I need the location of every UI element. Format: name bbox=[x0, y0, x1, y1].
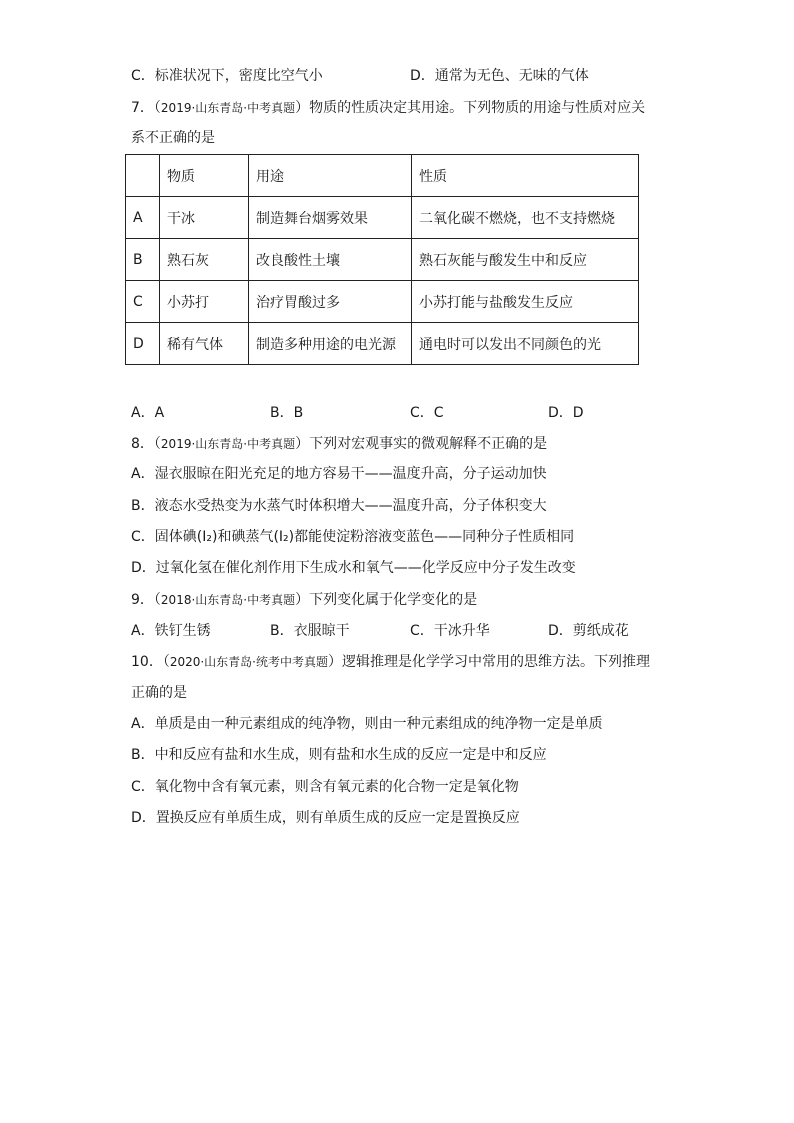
q9-number: 9．（ bbox=[131, 592, 161, 608]
table-cell: 熟石灰能与酸发生中和反应 bbox=[412, 239, 639, 281]
table-row bbox=[126, 239, 639, 281]
q8-option-a: A．湿衣服晾在阳光充足的地方容易干——温度升高，分子运动加快 bbox=[131, 466, 547, 482]
q8-option-c: C．固体碘(I₂)和碘蒸气(I₂)都能使淀粉溶液变蓝色——同种分子性质相同 bbox=[131, 529, 575, 545]
table-header-cell: 性质 bbox=[412, 155, 639, 197]
table-header-cell bbox=[126, 155, 160, 197]
q7-option-c: C．C bbox=[410, 405, 444, 421]
q10-stem-line2: 正确的是 bbox=[131, 685, 187, 701]
q7-table bbox=[125, 154, 639, 365]
q9-stem bbox=[131, 590, 477, 610]
q7-stem-text: ）物质的性质决定其用途。下列物质的用途与性质对应关 bbox=[295, 100, 646, 116]
q8-source: 2019·山东青岛·中考真题 bbox=[160, 437, 296, 451]
q10-option-b: B．中和反应有盐和水生成，则有盐和水生成的反应一定是中和反应 bbox=[131, 747, 547, 763]
table-cell: 二氧化碳不燃烧，也不支持燃烧 bbox=[412, 197, 639, 239]
q10-number: 10．（ bbox=[131, 654, 170, 670]
table-cell: 熟石灰 bbox=[160, 239, 249, 281]
table-cell: 通电时可以发出不同颜色的光 bbox=[412, 323, 639, 365]
table-cell: 稀有气体 bbox=[160, 323, 249, 365]
table-cell: 小苏打 bbox=[160, 281, 249, 323]
q9-option-d: D．剪纸成花 bbox=[548, 623, 629, 639]
prev-option-d: D．通常为无色、无味的气体 bbox=[410, 68, 589, 84]
q10-option-c: C．氧化物中含有氧元素，则含有氧元素的化合物一定是氧化物 bbox=[131, 779, 519, 795]
table-cell: 制造多种用途的电光源 bbox=[249, 323, 412, 365]
q10-stem bbox=[131, 652, 650, 672]
table-header-cell: 用途 bbox=[249, 155, 412, 197]
prev-option-c: C．标准状况下，密度比空气小 bbox=[131, 68, 323, 84]
table-cell: 改良酸性土壤 bbox=[249, 239, 412, 281]
q8-number: 8．（ bbox=[131, 436, 161, 452]
table-row bbox=[126, 281, 639, 323]
q8-stem bbox=[131, 434, 547, 454]
table-cell: D bbox=[126, 323, 160, 365]
table-row bbox=[126, 197, 639, 239]
table-cell: C bbox=[126, 281, 160, 323]
q9-option-a: A．铁钉生锈 bbox=[131, 623, 211, 639]
table-cell: B bbox=[126, 239, 160, 281]
q9-option-c: C．干冰升华 bbox=[410, 623, 490, 639]
q7-stem bbox=[131, 98, 645, 118]
table-cell: 治疗胃酸过多 bbox=[249, 281, 412, 323]
table-cell: 干冰 bbox=[160, 197, 249, 239]
q10-source: 2020·山东青岛·统考中考真题 bbox=[169, 655, 328, 669]
q7-option-b: B．B bbox=[270, 405, 304, 421]
table-header-row bbox=[126, 155, 639, 197]
q7-option-a: A．A bbox=[131, 405, 165, 421]
q7-source: 2019·山东青岛·中考真题 bbox=[160, 101, 296, 115]
q7-option-d: D．D bbox=[548, 405, 584, 421]
q7-number: 7．（ bbox=[131, 100, 161, 116]
q10-option-d: D．置换反应有单质生成，则有单质生成的反应一定是置换反应 bbox=[131, 810, 520, 826]
q8-stem-text: ）下列对宏观事实的微观解释不正确的是 bbox=[295, 436, 548, 452]
table-cell: A bbox=[126, 197, 160, 239]
q10-stem-text: ）逻辑推理是化学学习中常用的思维方法。下列推理 bbox=[328, 654, 650, 670]
table-header-cell: 物质 bbox=[160, 155, 249, 197]
table-cell: 制造舞台烟雾效果 bbox=[249, 197, 412, 239]
q9-option-b: B．衣服晾干 bbox=[270, 623, 350, 639]
table-cell: 小苏打能与盐酸发生反应 bbox=[412, 281, 639, 323]
q8-option-b: B．液态水受热变为水蒸气时体积增大——温度升高，分子体积变大 bbox=[131, 498, 547, 514]
q10-option-a: A．单质是由一种元素组成的纯净物，则由一种元素组成的纯净物一定是单质 bbox=[131, 716, 603, 732]
q8-option-d: D．过氧化氢在催化剂作用下生成水和氧气——化学反应中分子发生改变 bbox=[131, 560, 576, 576]
q9-stem-text: ）下列变化属于化学变化的是 bbox=[295, 592, 478, 608]
q7-stem-line2: 系不正确的是 bbox=[131, 130, 215, 146]
table-row bbox=[126, 323, 639, 365]
q9-source: 2018·山东青岛·中考真题 bbox=[160, 593, 296, 607]
